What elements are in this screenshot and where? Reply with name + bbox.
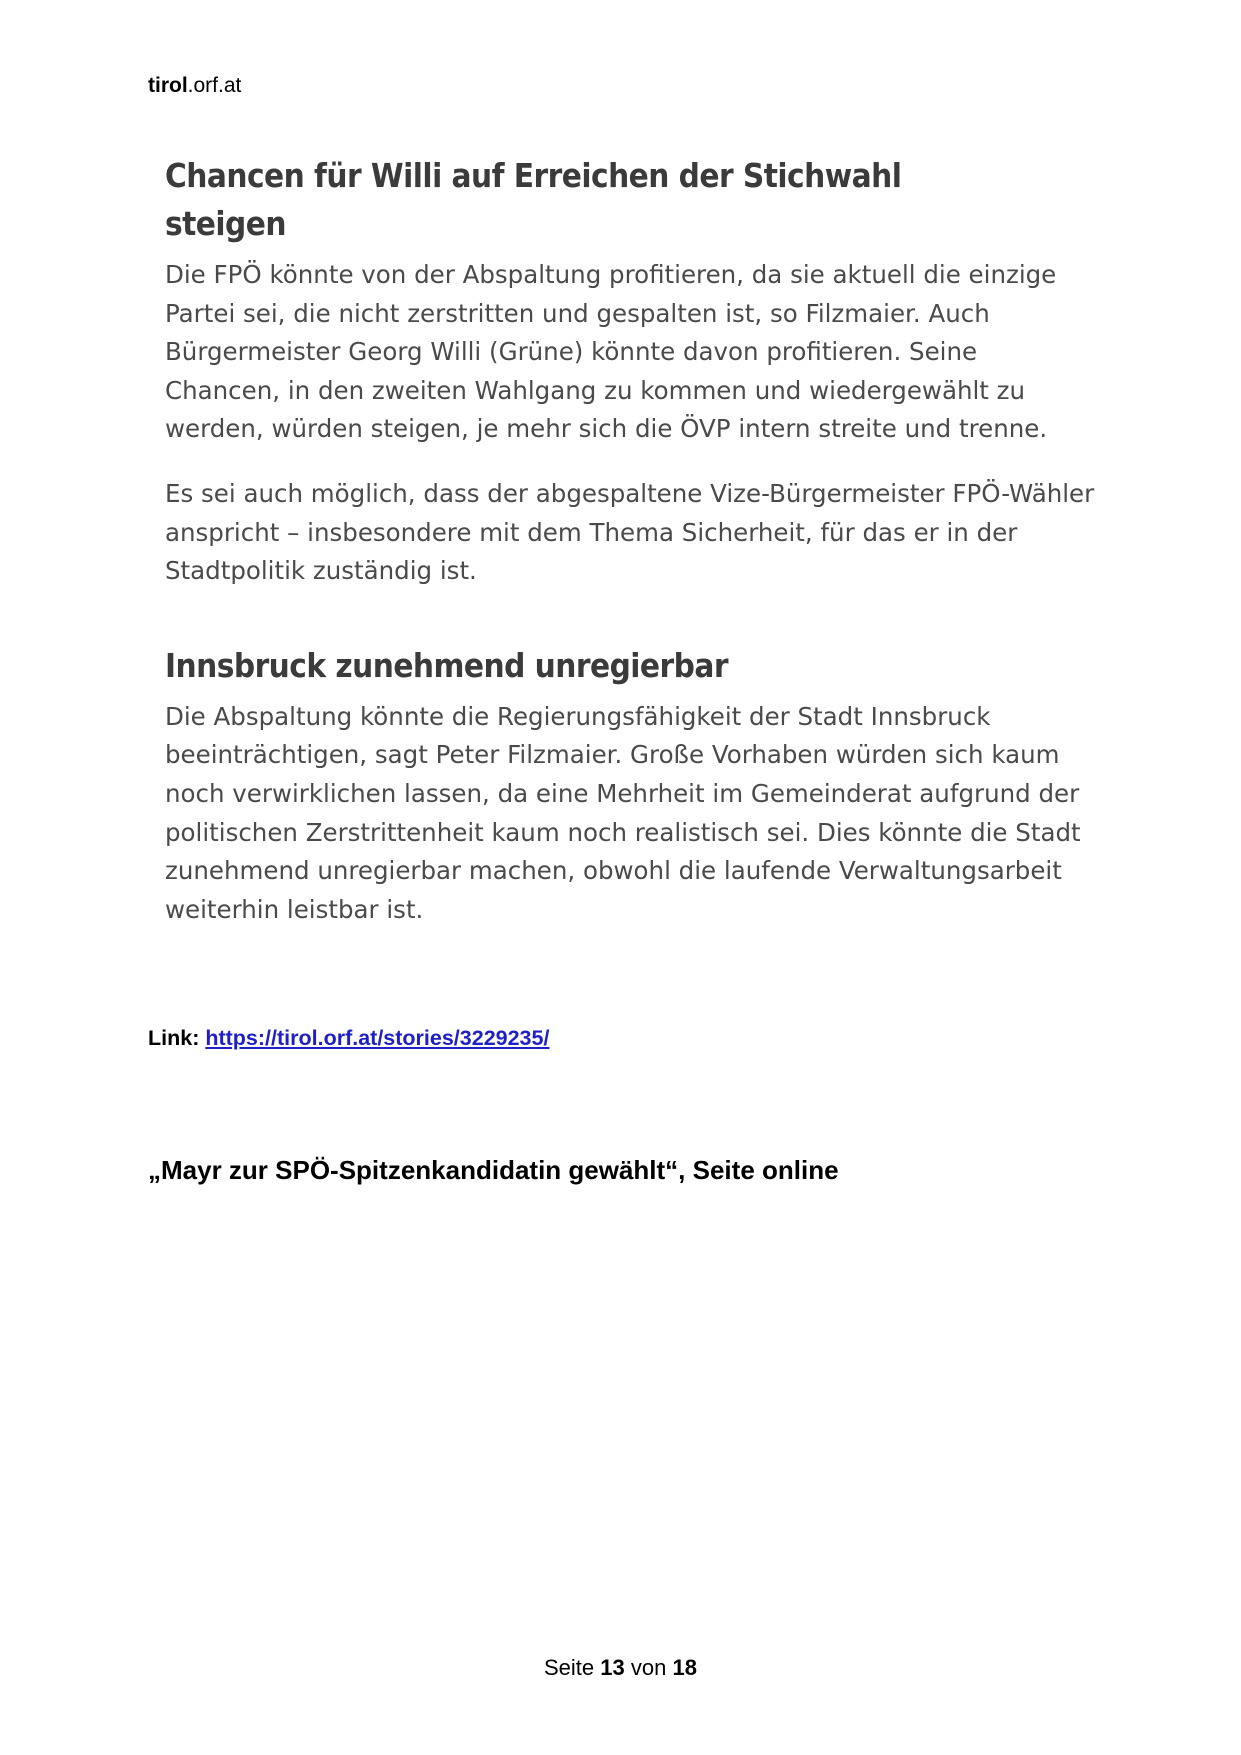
site-name [148, 74, 241, 98]
page-footer [0, 1655, 1241, 1681]
footer-middle: von [630, 1655, 667, 1680]
footer-total-pages: 18 [672, 1655, 697, 1680]
footer-prefix: Seite [544, 1655, 595, 1680]
section-heading-innsbruck: Innsbruck zunehmend unregierbar [165, 645, 728, 685]
section1-paragraph2: Es sei auch möglich, dass der abgespaltene Vize-Bürgermeister FPÖ-Wähler anspricht – insbesondere mit dem Thema Sicherheit, für das er in der Stadtpolitik zuständig ist. [165, 478, 1095, 586]
site-name-domain: .orf.at [187, 74, 242, 97]
section-heading-chancen: Chancen für Willi auf Erreichen der Stichwahl steigen [165, 156, 902, 243]
section1-paragraph1: Die FPÖ könnte von der Abspaltung profitieren, da sie aktuell die einzige Partei sei, die nicht zerstritten und gespalten ist, so Filzmaier. Auch Bürgermeister Georg Willi (Grüne) könnte davon profitieren. Seine Chancen, in den zweiten Wahlgang zu kommen und wiedergewählt zu werden, würden steigen, je mehr sich die ÖVP intern streite und trenne. [165, 260, 1057, 444]
source-link[interactable]: https://tirol.orf.at/stories/3229235/ [205, 1026, 550, 1050]
article-screenshot [165, 152, 1095, 929]
site-name-bold: tirol [148, 74, 188, 97]
next-article-title: „Mayr zur SPÖ-Spitzenkandidatin gewählt“, Seite online [148, 1155, 839, 1185]
footer-current-page: 13 [600, 1655, 625, 1680]
source-link-line [148, 1026, 549, 1051]
link-label: Link: [148, 1026, 200, 1050]
section2-paragraph1: Die Abspaltung könnte die Regierungsfähigkeit der Stadt Innsbruck beeinträchtigen, sagt Peter Filzmaier. Große Vorhaben würden sich kaum noch verwirklichen lassen, da eine Mehrheit im Gemeinderat aufgrund der politischen Zerstrittenheit kaum noch realistisch sei. Dies könnte die Stadt zunehmend unregierbar machen, obwohl die laufende Verwaltungsarbeit weiterhin leistbar ist. [165, 701, 1081, 924]
